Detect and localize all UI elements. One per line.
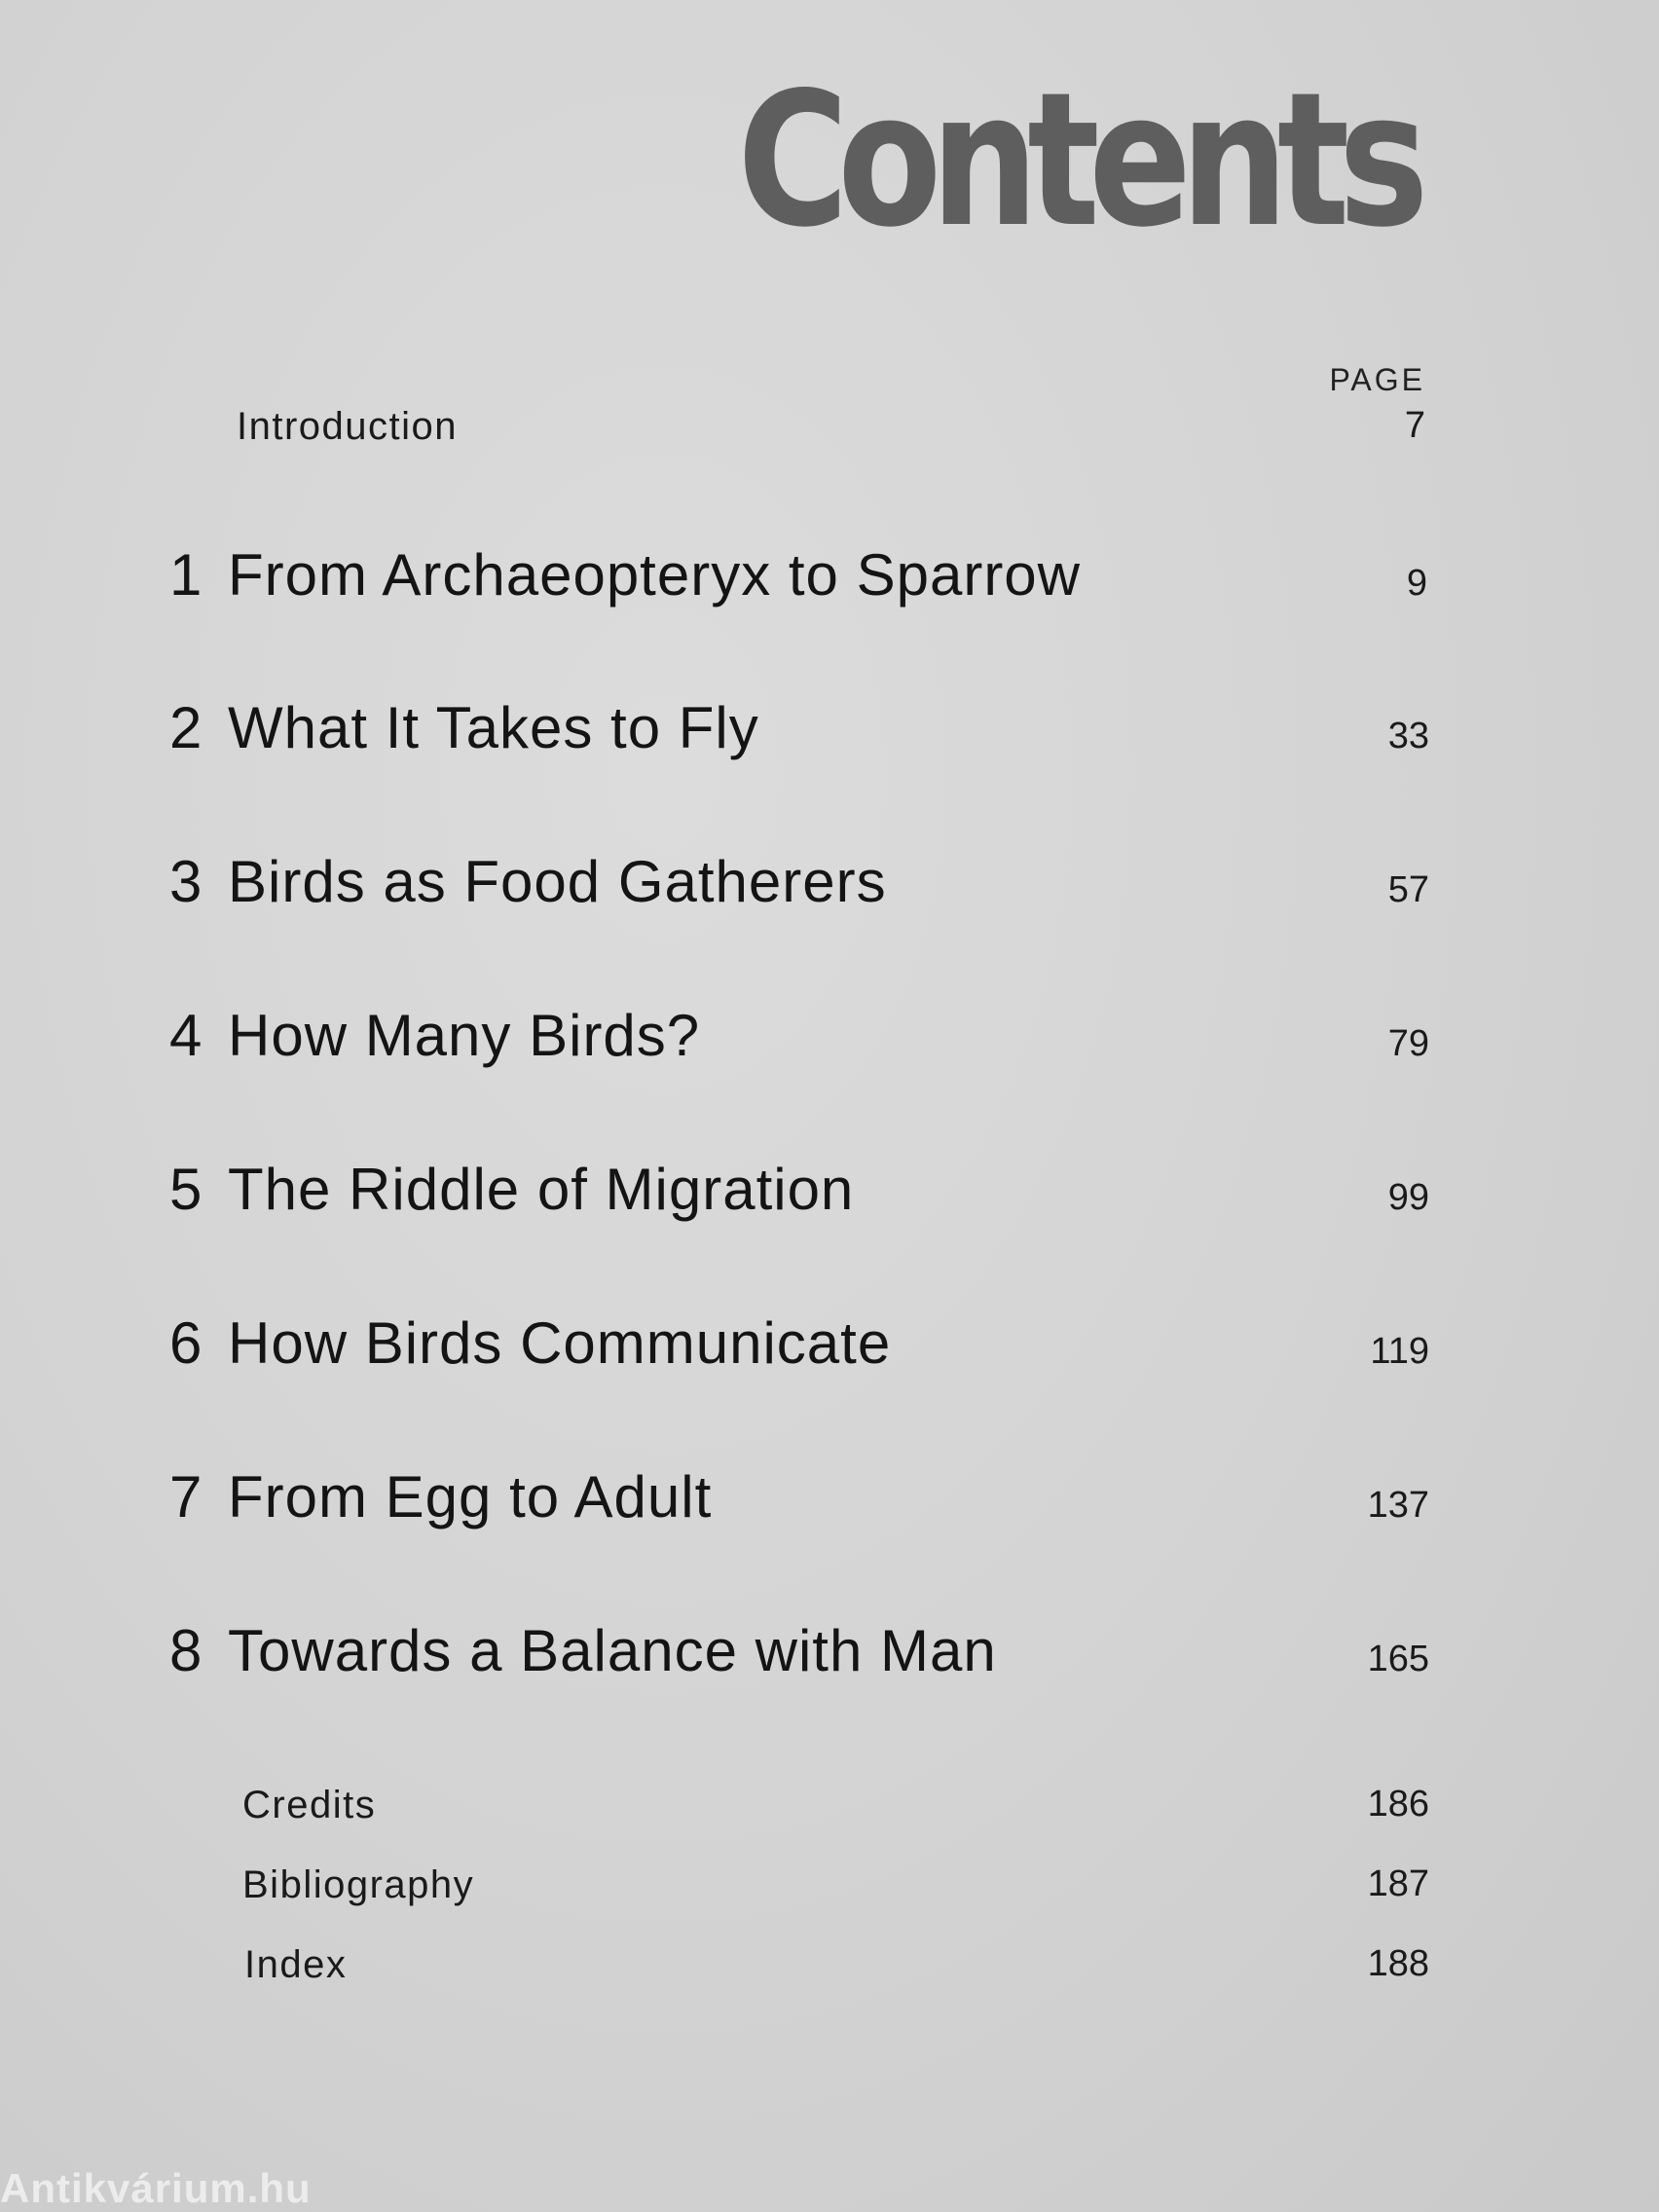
chapter-page: 9 (1406, 563, 1427, 604)
chapter-title: How Many Birds? (228, 1003, 701, 1068)
back-matter-label: Bibliography (242, 1863, 475, 1906)
chapter-number: 2 (169, 695, 203, 760)
chapter-number: 7 (169, 1464, 203, 1530)
chapter-title: Birds as Food Gatherers (228, 849, 887, 914)
back-matter-label: Index (244, 1943, 348, 1986)
page-column-header: PAGE (1329, 362, 1425, 397)
chapter-page: 57 (1387, 869, 1429, 910)
chapter-title: From Egg to Adult (228, 1464, 713, 1530)
chapter-title: How Birds Communicate (228, 1310, 892, 1376)
chapter-number: 3 (169, 849, 203, 914)
chapter-title: Towards a Balance with Man (228, 1618, 997, 1683)
chapter-page: 165 (1367, 1639, 1429, 1679)
chapter-number: 4 (169, 1003, 203, 1068)
chapter-title: The Riddle of Migration (228, 1157, 855, 1222)
chapter-title: From Archaeopteryx to Sparrow (228, 542, 1082, 608)
back-matter-page: 186 (1367, 1784, 1429, 1825)
chapter-number: 5 (169, 1157, 203, 1222)
back-matter-page: 188 (1367, 1943, 1429, 1984)
chapter-number: 6 (169, 1310, 203, 1376)
introduction-label: Introduction (237, 405, 459, 448)
chapter-number: 8 (169, 1618, 203, 1683)
page-title: Contents (737, 53, 1418, 268)
back-matter-label: Credits (242, 1784, 377, 1826)
chapter-page: 137 (1367, 1485, 1429, 1526)
chapter-page: 119 (1370, 1331, 1429, 1372)
chapter-page: 33 (1387, 716, 1429, 756)
chapter-page: 79 (1387, 1023, 1429, 1064)
chapter-number: 1 (169, 542, 203, 608)
watermark: Antikvárium.hu (0, 2165, 312, 2211)
back-matter-page: 187 (1367, 1863, 1429, 1904)
chapter-page: 99 (1387, 1177, 1429, 1218)
chapter-title: What It Takes to Fly (228, 695, 759, 760)
introduction-page: 7 (1404, 405, 1425, 446)
